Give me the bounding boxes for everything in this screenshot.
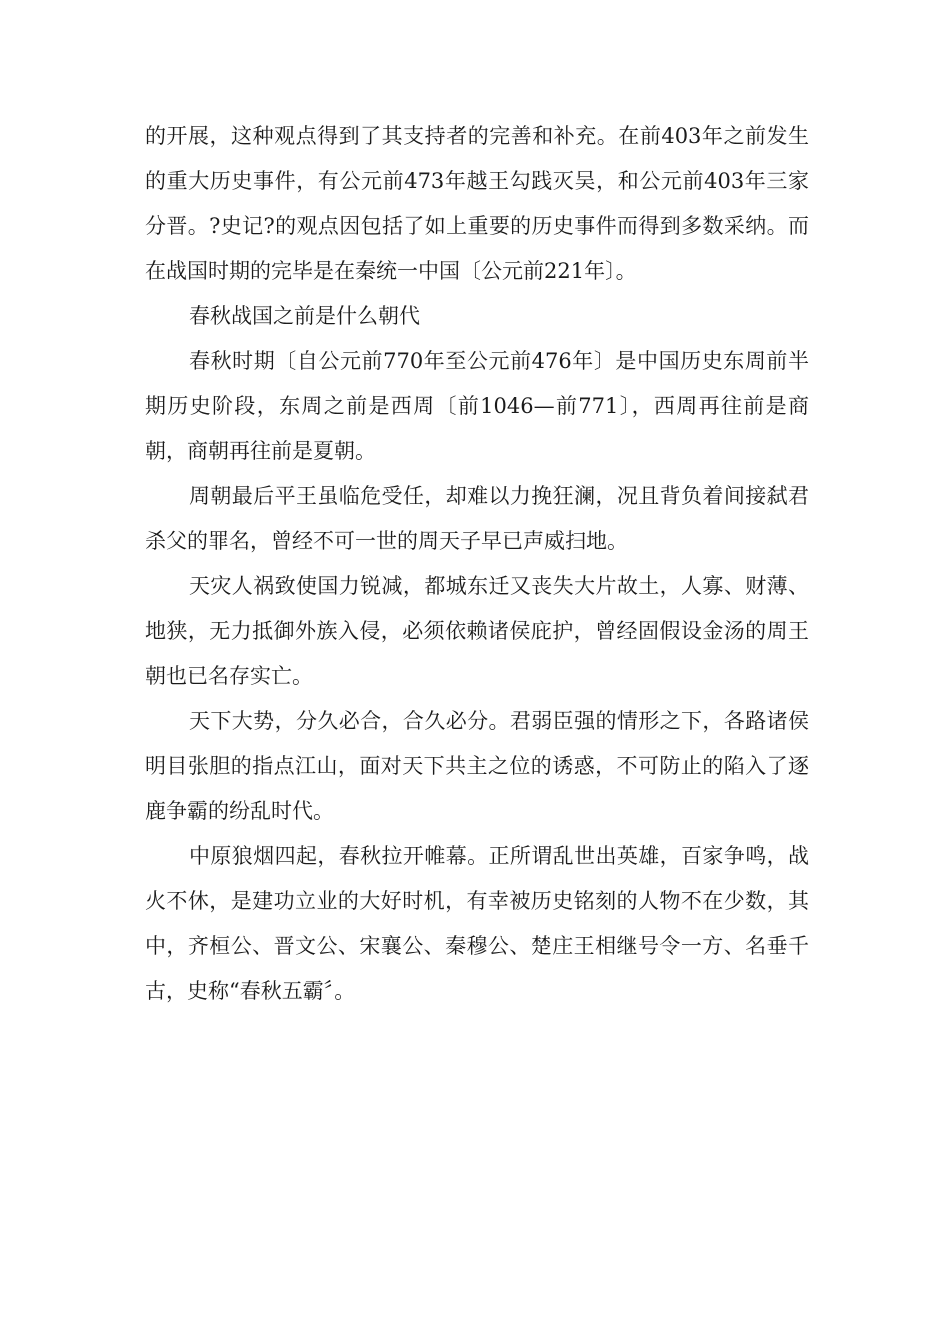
paragraph-five-hegemons: 中原狼烟四起，春秋拉开帷幕。正所谓乱世出英雄，百家争鸣，战火不休，是建功立业的大好时机，有幸被历史铭刻的人物不在少数，其中，齐桓公、晋文公、宋襄公、秦穆公、楚庄王相继号令一方、名垂千古，史称“春秋五霸〞。 bbox=[145, 844, 809, 1003]
paragraph-chunqiu-period: 春秋时期〔自公元前770年至公元前476年〕是中国历史东周前半期历史阶段，东周之前是西周〔前1046—前771〕，西周再往前是商朝，商朝再往前是夏朝。 bbox=[145, 349, 809, 463]
paragraph-great-trend: 天下大势，分久必合，合久必分。君弱臣强的情形之下，各路诸侯明目张胆的指点江山，面对天下共主之位的诱惑，不可防止的陷入了逐鹿争霸的纷乱时代。 bbox=[145, 709, 809, 823]
paragraph-continuation: 的开展，这种观点得到了其支持者的完善和补充。在前403年之前发生的重大历史事件，有公元前473年越王勾践灭吴，和公元前403年三家分晋。?史记?的观点因包括了如上重要的历史事件而得到多数采纳。而在战国时期的完毕是在秦统一中国〔公元前221年〕。 bbox=[145, 124, 809, 283]
paragraph-zhou-decline: 周朝最后平王虽临危受任，却难以力挽狂澜，况且背负着间接弑君杀父的罪名，曾经不可一世的周天子早已声威扫地。 bbox=[145, 484, 809, 553]
section-heading: 春秋战国之前是什么朝代 bbox=[189, 304, 420, 328]
paragraph-disasters: 天灾人祸致使国力锐减，都城东迁又丧失大片故土，人寡、财薄、地狭，无力抵御外族入侵，必须依赖诸侯庇护，曾经固假设金汤的周王朝也已名存实亡。 bbox=[145, 574, 809, 688]
document-body bbox=[145, 114, 809, 1014]
